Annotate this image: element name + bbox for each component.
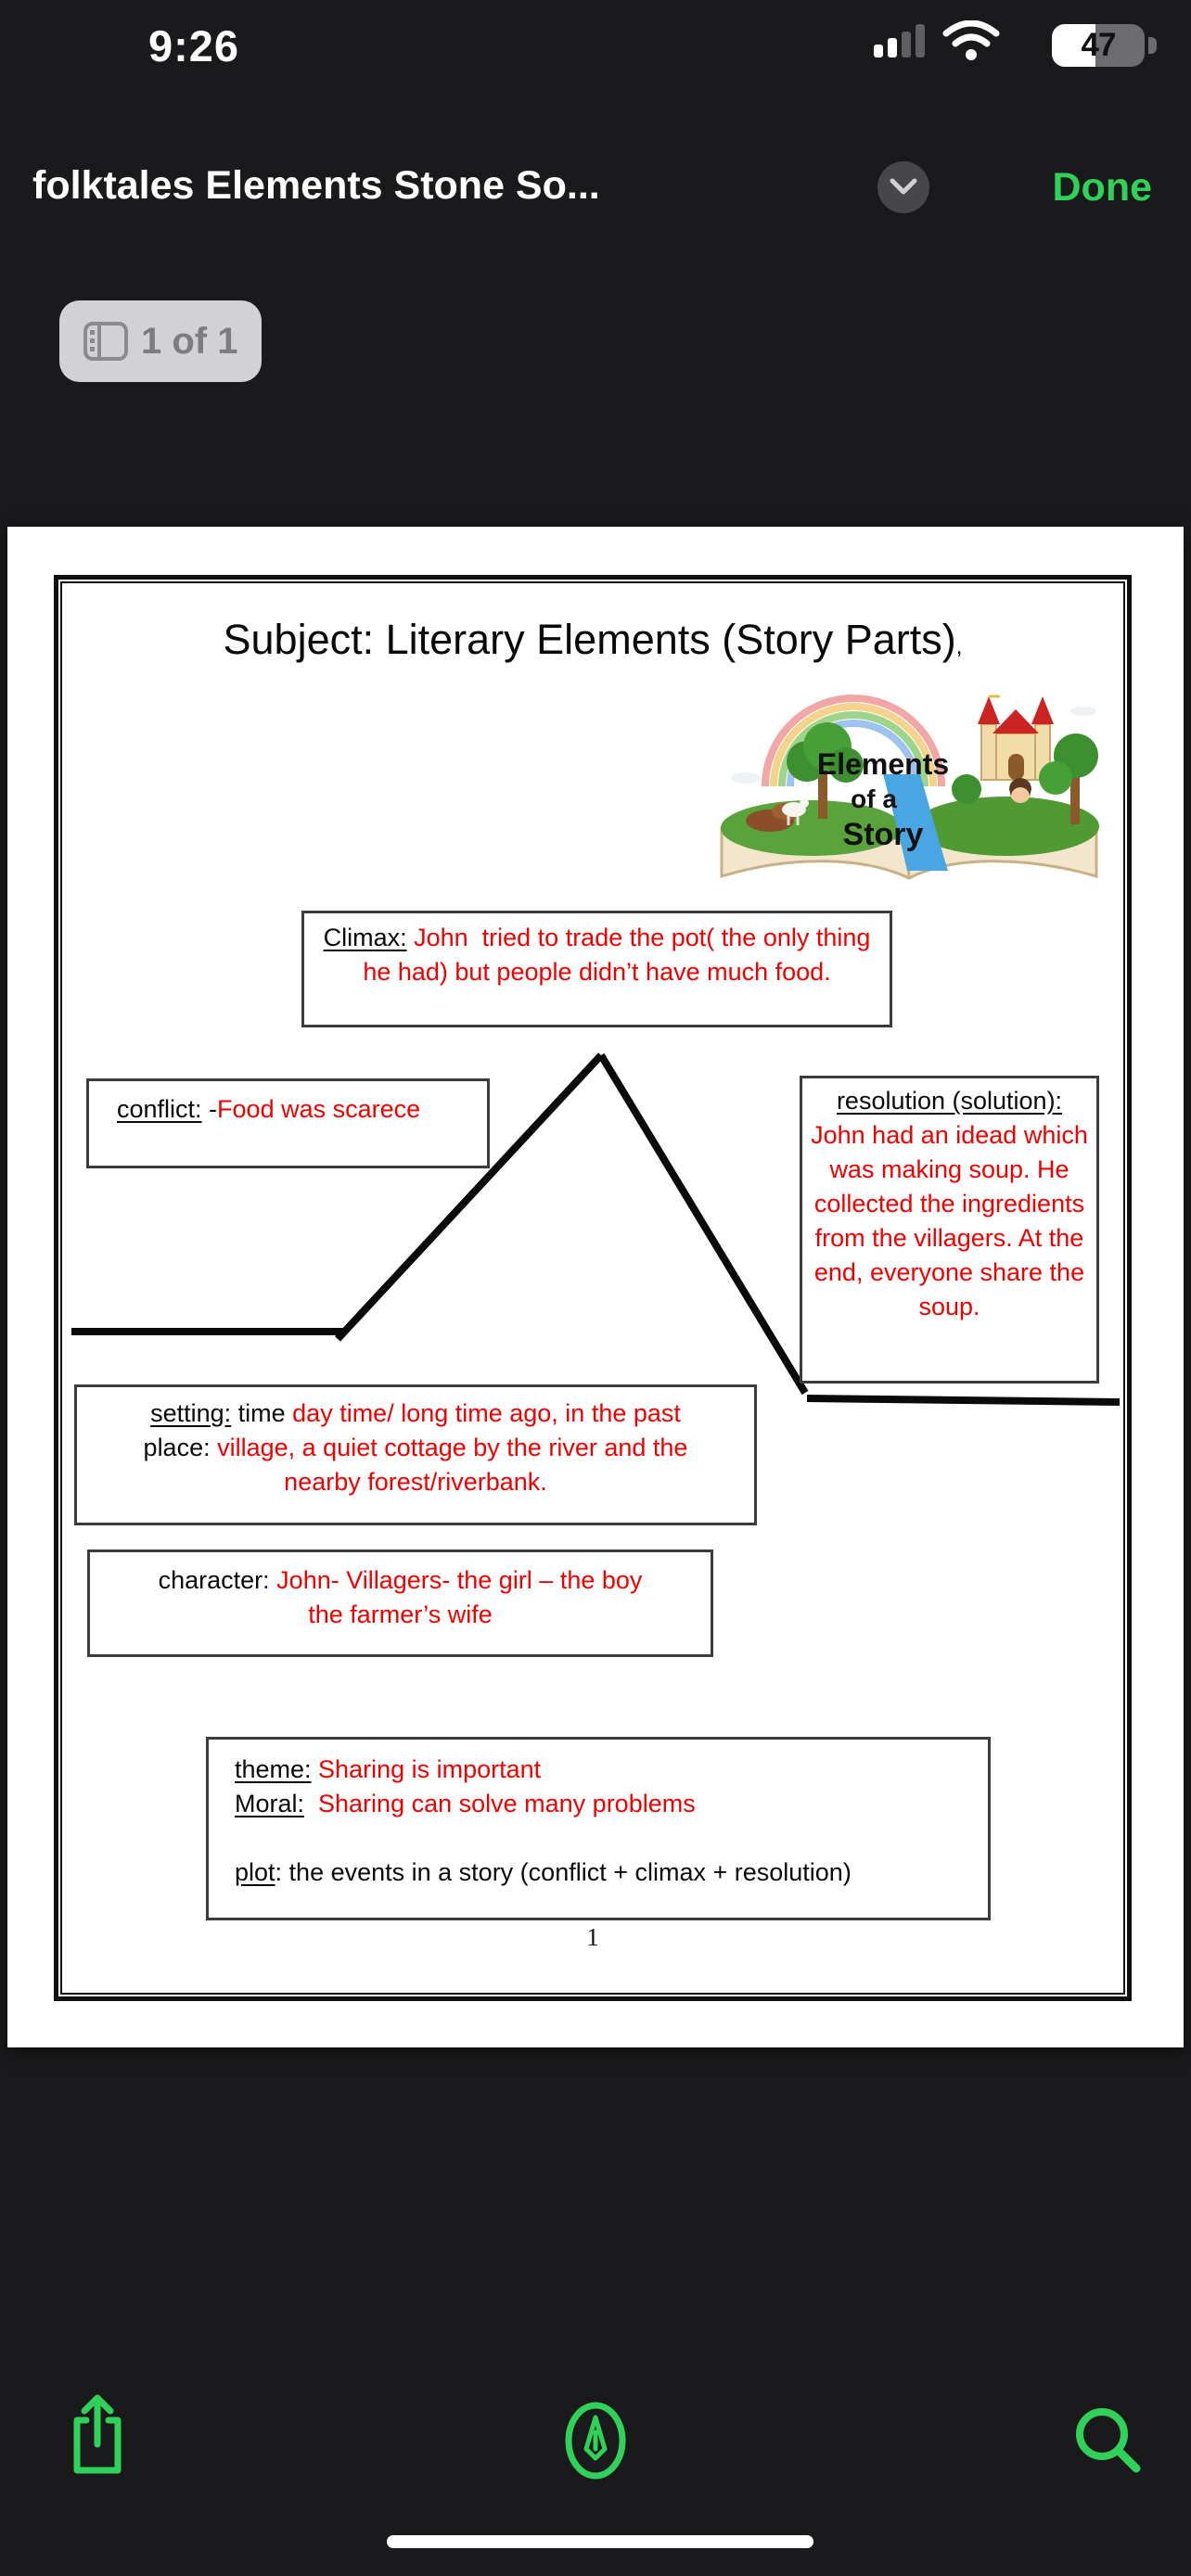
theme-value: Sharing is important [311, 1755, 542, 1783]
conflict-dash: - [201, 1095, 218, 1123]
climax-box [301, 911, 892, 1027]
resolution-label: resolution (solution): [836, 1087, 1063, 1115]
page-count-label: 1 of 1 [141, 320, 238, 362]
setting-place-value-1: village, a quiet cottage by the river and the [217, 1434, 688, 1461]
share-button[interactable] [56, 2391, 139, 2480]
paragraph-mark: , [955, 634, 963, 659]
home-indicator[interactable] [387, 2535, 813, 2548]
page-number: 1 [586, 1923, 599, 1951]
climax-text: John tried to trade the pot( the only thing he had) but people didn’t have much food. [363, 924, 877, 986]
cellular-signal-icon [874, 24, 935, 57]
moral-label: Moral: [235, 1790, 305, 1817]
setting-label: setting: [150, 1399, 232, 1427]
document-title-nav: folktales Elements Stone So... [32, 163, 600, 208]
resolution-box [800, 1076, 1102, 1384]
setting-place-value-2: nearby forest/riverbank. [284, 1468, 547, 1496]
wifi-icon [942, 20, 1000, 61]
chevron-down-icon [889, 177, 918, 198]
status-time: 9:26 [148, 21, 240, 70]
markup-button[interactable] [554, 2396, 637, 2485]
battery-icon [1052, 24, 1145, 67]
doc-title: Subject: Literary Elements (Story Parts), [223, 616, 963, 663]
theme-label: theme: [235, 1755, 312, 1783]
setting-place-label: place: [143, 1434, 218, 1461]
character-line2: the farmer’s wife [308, 1600, 493, 1628]
page-count-badge[interactable] [59, 300, 262, 382]
pages-icon [83, 322, 128, 361]
done-button[interactable]: Done [1052, 165, 1152, 210]
climax-label: Climax: [323, 924, 407, 951]
setting-time-label: time [231, 1399, 293, 1427]
character-box [87, 1549, 713, 1657]
moral-value: Sharing can solve many problems [304, 1790, 696, 1817]
document-page[interactable] [7, 527, 1184, 2047]
illustration-caption-line1: Elements [816, 747, 950, 781]
character-line1: John- Villagers- the girl – the boy [276, 1566, 643, 1594]
title-menu-button[interactable] [877, 161, 929, 213]
character-label: character: [158, 1566, 277, 1594]
conflict-label: conflict: [117, 1095, 202, 1123]
illustration-caption-line3: Story [842, 817, 924, 852]
setting-box [74, 1384, 757, 1525]
setting-time-value: day time/ long time ago, in the past [292, 1399, 681, 1427]
theme-box [206, 1737, 991, 1920]
resolution-text: John had an idead which was making soup. He collected the ingredients from the villagers. At the end, everyone share the soup. [811, 1121, 1102, 1320]
share-icon [62, 2392, 133, 2478]
search-button[interactable] [1067, 2396, 1150, 2485]
battery-percent: 47 [1081, 27, 1116, 63]
battery-nub [1148, 37, 1157, 54]
conflict-box [86, 1078, 490, 1168]
search-icon [1071, 2404, 1146, 2478]
markup-pen-icon [562, 2401, 629, 2480]
illustration-caption-line2: of a [851, 784, 897, 813]
conflict-text: Food was scarece [217, 1095, 421, 1123]
plot-label: plot [235, 1858, 275, 1886]
plot-value: : the events in a story (conflict + climax + resolution) [275, 1858, 852, 1886]
